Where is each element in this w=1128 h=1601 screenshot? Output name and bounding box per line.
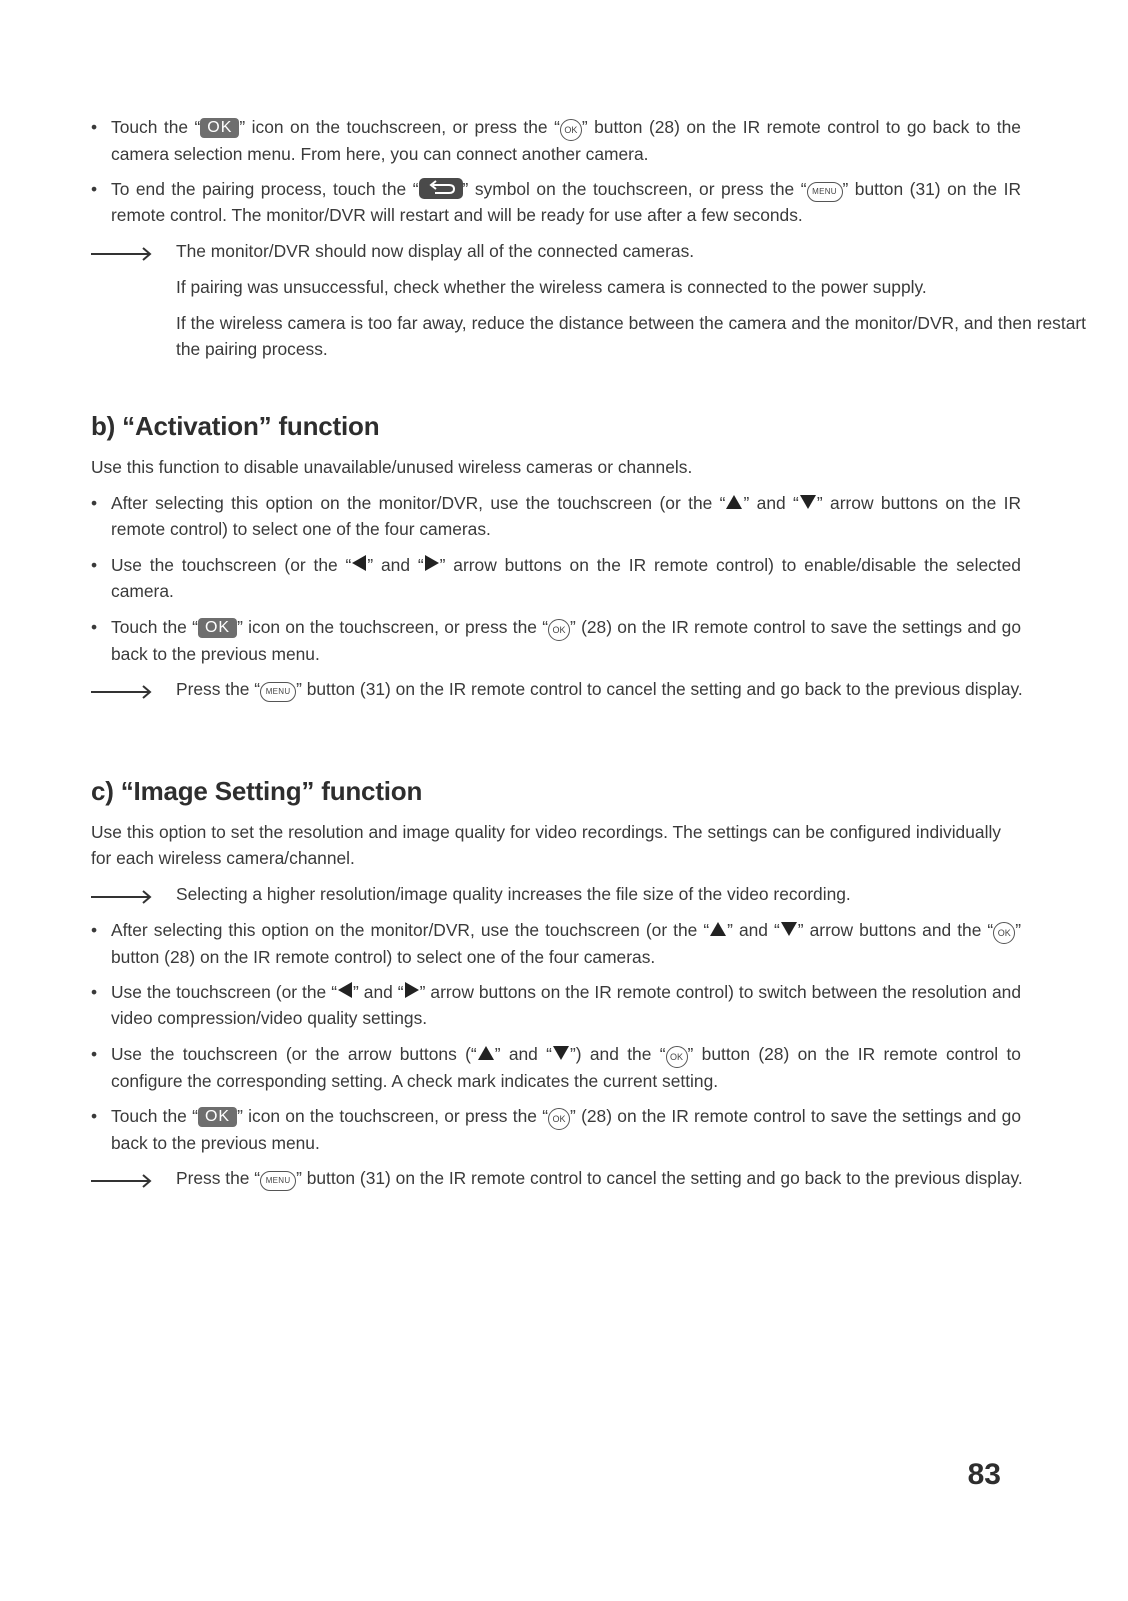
ok-circle-icon: OK xyxy=(560,119,582,141)
text: ” button (31) on the IR remote control to cancel the setting and go back to the previous display. xyxy=(296,679,1023,699)
section-heading-b: b) “Activation” function xyxy=(91,411,380,441)
bullet-item xyxy=(91,1041,1021,1094)
ok-button-icon: OK xyxy=(198,618,237,638)
bullet-item xyxy=(91,979,1021,1031)
bullet-dot: • xyxy=(91,1044,98,1064)
text: ” button (28) on the IR remote control to configure the corresponding setting. A check mark indicates the current setting. xyxy=(111,1044,1021,1091)
text: ” (28) on the IR remote control to save the settings and go back to the previous menu. xyxy=(111,1106,1021,1153)
text: ” and “ xyxy=(494,1044,552,1064)
down-triangle-icon xyxy=(780,921,798,937)
paragraph: Use this function to disable unavailable/unused wireless cameras or channels. xyxy=(91,457,693,477)
ok-button-icon: OK xyxy=(198,1107,237,1127)
text: ” arrow buttons on the IR remote control) to enable/disable the selected camera. xyxy=(111,555,1021,601)
down-triangle-icon xyxy=(799,494,817,510)
ok-circle-icon: OK xyxy=(993,922,1015,944)
text: ” button (28) on the IR remote control to go back to the camera selection menu. From here, you can connect another camera. xyxy=(111,117,1021,164)
text: ” and “ xyxy=(727,920,780,940)
back-arrow-icon xyxy=(419,178,463,199)
text: Press the “ xyxy=(176,1168,261,1188)
text: Touch the “ xyxy=(111,117,201,137)
text: Use the touchscreen (or the “ xyxy=(111,982,338,1002)
text: ” icon on the touchscreen, or press the “ xyxy=(237,1106,549,1126)
text: ” arrow buttons on the IR remote control) to select one of the four cameras. xyxy=(111,493,1022,539)
note-item xyxy=(91,881,1086,907)
bullet-dot: • xyxy=(91,617,98,637)
text: ” button (31) on the IR remote control. The monitor/DVR will restart and will be ready for use after a few seconds. xyxy=(111,179,1021,225)
note-continuation: If the wireless camera is too far away, reduce the distance between the camera and the monitor/DVR, and then restart the pairing process. xyxy=(176,313,1086,359)
text: Use the touchscreen (or the arrow buttons (“ xyxy=(111,1044,477,1064)
note-item xyxy=(91,676,1086,702)
text: After selecting this option on the monitor/DVR, use the touchscreen (or the “ xyxy=(111,493,726,513)
ok-button-icon: OK xyxy=(200,118,239,138)
text: ” (28) on the IR remote control to save the settings and go back to the previous menu. xyxy=(111,617,1021,664)
bullet-item xyxy=(91,917,1021,970)
right-triangle-icon xyxy=(404,981,420,999)
text: ” icon on the touchscreen, or press the “ xyxy=(237,617,549,637)
bullet-dot: • xyxy=(91,117,98,137)
up-triangle-icon xyxy=(477,1045,495,1061)
note-item xyxy=(91,1165,1086,1191)
bullet-dot: • xyxy=(91,920,98,940)
ok-circle-icon: OK xyxy=(548,619,570,641)
bullet-item xyxy=(91,1103,1021,1156)
text: ” and “ xyxy=(367,555,424,575)
text: ” arrow buttons and the “ xyxy=(797,920,994,940)
text: Touch the “ xyxy=(111,617,198,637)
bullet-item xyxy=(91,614,1021,667)
menu-button-icon: MENU xyxy=(260,1171,296,1191)
section-heading-c: c) “Image Setting” function xyxy=(91,776,423,806)
bullet-dot: • xyxy=(91,1106,98,1126)
text: Use the touchscreen (or the “ xyxy=(111,555,352,575)
note-item xyxy=(91,238,1086,264)
text: After selecting this option on the monitor/DVR, use the touchscreen (or the “ xyxy=(111,920,710,940)
text: ” icon on the touchscreen, or press the “ xyxy=(239,117,560,137)
left-triangle-icon xyxy=(351,554,367,572)
up-triangle-icon xyxy=(709,921,727,937)
menu-button-icon: MENU xyxy=(260,682,296,702)
text: Press the “ xyxy=(176,679,261,699)
bullet-dot: • xyxy=(91,493,98,513)
left-triangle-icon xyxy=(337,981,353,999)
paragraph: Use this option to set the resolution and image quality for video recordings. The settings can be configured individually for each wireless camera/channel. xyxy=(91,822,1001,868)
text: ” symbol on the touchscreen, or press the “ xyxy=(462,179,807,199)
text: ” and “ xyxy=(743,493,799,513)
ok-circle-icon: OK xyxy=(548,1108,570,1130)
text: ” button (28) on the IR remote control) to select one of the four cameras. xyxy=(111,920,1022,967)
menu-button-icon: MENU xyxy=(807,182,843,202)
text: Touch the “ xyxy=(111,1106,198,1126)
note-arrow-icon xyxy=(91,685,153,699)
ok-circle-icon: OK xyxy=(666,1046,688,1068)
bullet-item xyxy=(91,114,1021,167)
note-text: Selecting a higher resolution/image quality increases the file size of the video recording. xyxy=(176,884,851,904)
text: ” and “ xyxy=(353,982,404,1002)
page-number: 83 xyxy=(967,1458,1001,1491)
bullet-dot: • xyxy=(91,555,98,575)
note-arrow-icon xyxy=(91,247,153,261)
bullet-dot: • xyxy=(91,982,98,1002)
bullet-dot: • xyxy=(91,179,98,199)
bullet-item xyxy=(91,552,1021,604)
bullet-item xyxy=(91,176,1021,228)
text: ” arrow buttons on the IR remote control) to switch between the resolution and video compression/video quality settings. xyxy=(111,982,1021,1028)
text: To end the pairing process, touch the “ xyxy=(111,179,419,199)
up-triangle-icon xyxy=(725,494,743,510)
down-triangle-icon xyxy=(552,1045,570,1061)
note-text: The monitor/DVR should now display all of the connected cameras. xyxy=(176,241,695,261)
text: ”) and the “ xyxy=(569,1044,666,1064)
note-arrow-icon xyxy=(91,1174,153,1188)
note-arrow-icon xyxy=(91,890,153,904)
note-continuation: If pairing was unsuccessful, check whether the wireless camera is connected to the power supply. xyxy=(176,277,927,297)
right-triangle-icon xyxy=(424,554,440,572)
bullet-item xyxy=(91,490,1021,542)
text: ” button (31) on the IR remote control to cancel the setting and go back to the previous display. xyxy=(296,1168,1023,1188)
